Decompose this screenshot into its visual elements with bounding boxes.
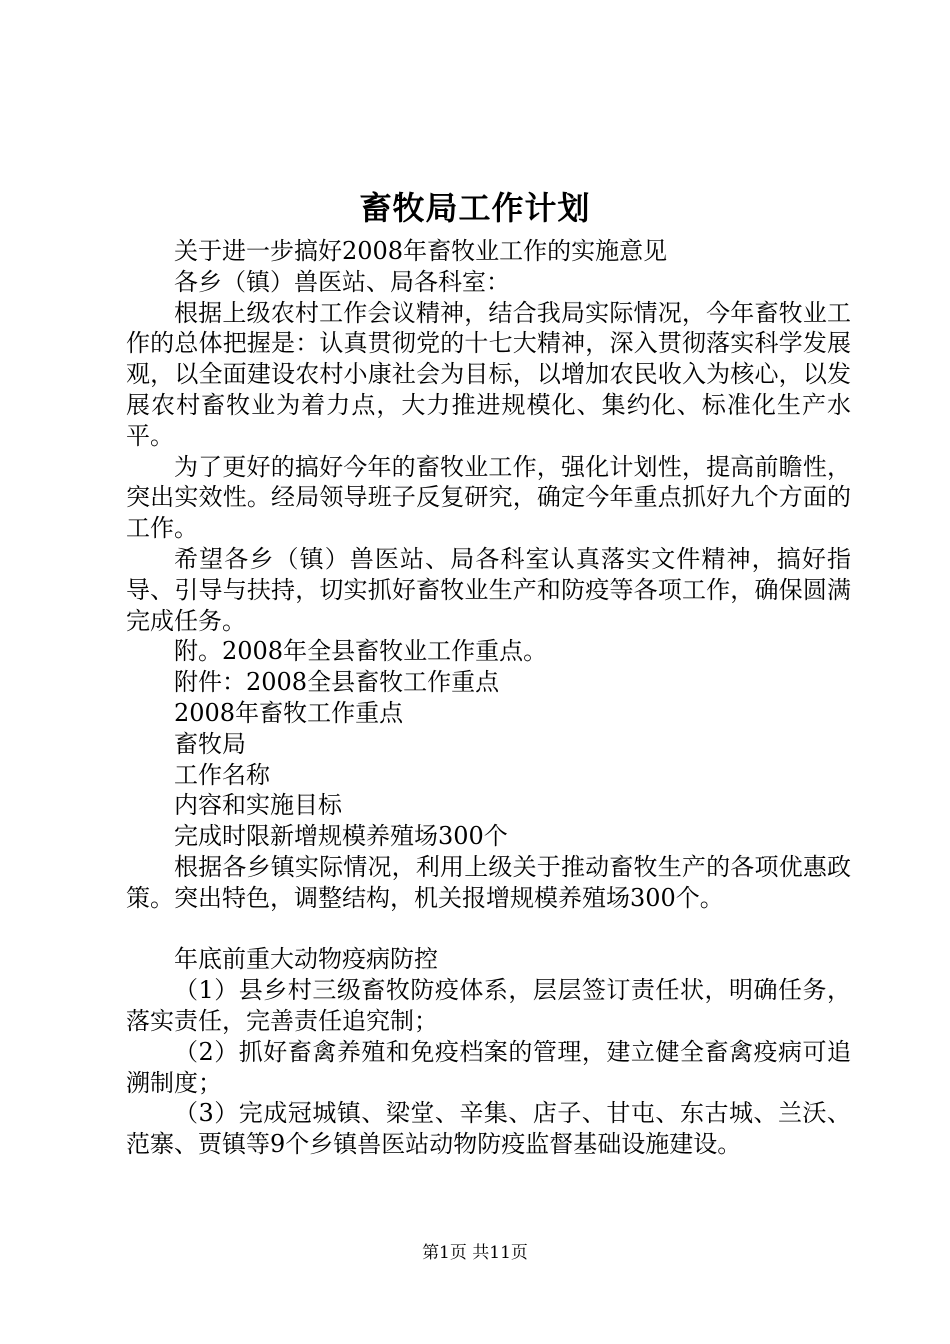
document-title: 畜牧局工作计划 (359, 189, 591, 227)
paragraph: 希望各乡（镇）兽医站、局各科室认真落实文件精神，搞好指导、引导与扶持，切实抓好畜牧业生产和防疫等各项工作，确保圆满完成任务。 (126, 544, 851, 635)
paragraph: 为了更好的搞好今年的畜牧业工作，强化计划性，提高前瞻性，突出实效性。经局领导班子反复研究，确定今年重点抓好九个方面的工作。 (126, 452, 851, 543)
paragraph: 附。2008年全县畜牧业工作重点。 (174, 637, 548, 666)
paragraph: 工作名称 (174, 760, 270, 789)
paragraph: 根据上级农村工作会议精神，结合我局实际情况，今年畜牧业工作的总体把握是：认真贯彻党的十七大精神，深入贯彻落实科学发展观，以全面建设农村小康社会为目标，以增加农民收入为核心，以发展农村畜牧业为着力点，大力推进规模化、集约化、标准化生产水平。 (126, 298, 851, 450)
paragraph: （2）抓好畜禽养殖和免疫档案的管理，建立健全畜禽疫病可追溯制度； (126, 1037, 851, 1097)
paragraph: 2008年畜牧工作重点 (174, 698, 404, 727)
paragraph: （3）完成冠城镇、梁堂、辛集、店子、甘屯、东古城、兰沃、范寨、贾镇等9个乡镇兽医站动物防疫监督基础设施建设。 (126, 1099, 851, 1159)
paragraph: 畜牧局 (174, 729, 246, 758)
document-body (126, 236, 851, 1160)
page-number: 第1页 共11页 (422, 1243, 528, 1263)
paragraph: 各乡（镇）兽医站、局各科室： (174, 267, 510, 296)
paragraph: （1）县乡村三级畜牧防疫体系，层层签订责任状，明确任务，落实责任，完善责任追究制； (126, 976, 851, 1035)
paragraph: 完成时限新增规模养殖场300个 (174, 822, 508, 851)
paragraph: 附件：2008全县畜牧工作重点 (174, 668, 500, 697)
paragraph: 内容和实施目标 (174, 791, 342, 820)
paragraph: 根据各乡镇实际情况，利用上级关于推动畜牧生产的各项优惠政策。突出特色，调整结构，机关报增规模养殖场300个。 (126, 852, 851, 912)
paragraph: 关于进一步搞好2008年畜牧业工作的实施意见 (174, 237, 668, 265)
blank-line (126, 914, 851, 945)
paragraph: 年底前重大动物疫病防控 (174, 945, 438, 974)
